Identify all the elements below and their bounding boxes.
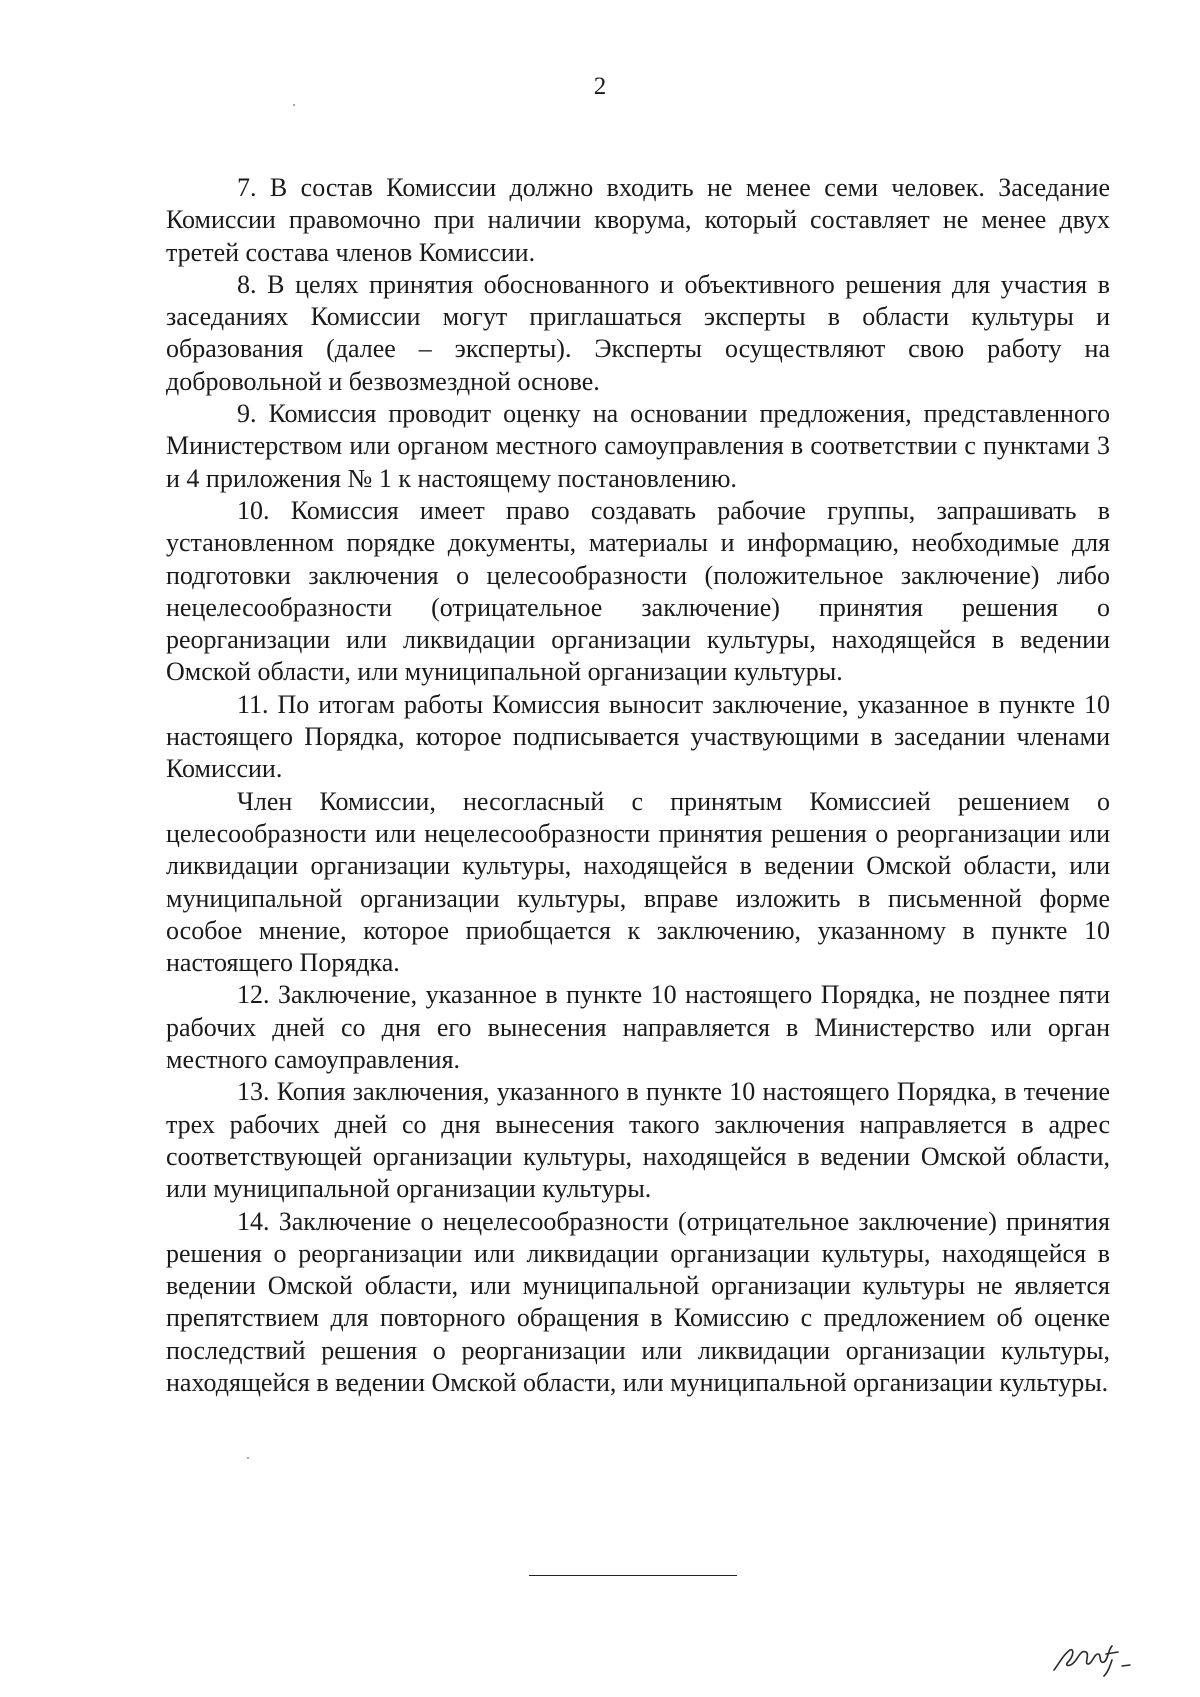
paragraph-11: 11. По итогам работы Комиссия выносит заключение, указанное в пункте 10 настоящего Порядка, которое подписывается участвующими в заседании членами Комиссии. bbox=[166, 689, 1110, 784]
page-number: 2 bbox=[593, 73, 607, 100]
paragraph-7: 7. В состав Комиссии должно входить не менее семи человек. Заседание Комиссии правомочно при наличии кворума, который составляет не менее двух третей состава членов Комиссии. bbox=[166, 173, 1110, 267]
paragraph-13: 13. Копия заключения, указанного в пункте 10 настоящего Порядка, в течение трех рабочих дней со дня вынесения такого заключения направляется в адрес соответствующей организации культуры, находящейся в ведении Омской области, или муниципальной организации культуры. bbox=[166, 1077, 1110, 1204]
paragraph-10: 10. Комиссия имеет право создавать рабочие группы, запрашивать в установленном порядке документы, материалы и информацию, необходимые для подготовки заключения о целесообразности (положительное заключение) либо нецелесообразности (отрицательное заключение) принятия решения о реорганизации или ликвидации организации культуры, находящейся в ведении Омской области, или муниципальной организации культуры. bbox=[166, 495, 1110, 687]
initials-signature bbox=[1050, 1640, 1134, 1680]
end-of-document-rule bbox=[529, 1575, 737, 1576]
document-body bbox=[166, 172, 1110, 1399]
paragraph-11-dissent: Член Комиссии, несогласный с принятым Комиссией решением о целесообразности или нецелесообразности принятия решения о реорганизации или ликвидации организации культуры, находящейся в ведении Омской области, или муниципальной организации культуры, вправе изложить в письменной форме особое мнение, которое приобщается к заключению, указанному в пункте 10 настоящего Порядка. bbox=[166, 786, 1110, 978]
scan-speck bbox=[293, 104, 295, 106]
paragraph-12: 12. Заключение, указанное в пункте 10 настоящего Порядка, не позднее пяти рабочих дней со дня его вынесения направляется в Министерство или орган местного самоуправления. bbox=[166, 980, 1110, 1075]
scan-speck bbox=[247, 1457, 249, 1459]
paragraph-9: 9. Комиссия проводит оценку на основании предложения, представленного Министерством или органом местного самоуправления в соответствии с пунктами 3 и 4 приложения № 1 к настоящему постановлению. bbox=[166, 399, 1110, 493]
paragraph-14: 14. Заключение о нецелесообразности (отрицательное заключение) принятия решения о реорганизации или ликвидации организации культуры, находящейся в ведении Омской области, или муниципальной организации культуры не является препятствием для повторного обращения в Комиссию с предложением об оценке последствий решения о реорганизации или ликвидации организации культуры, находящейся в ведении Омской области, или муниципальной организации культуры. bbox=[166, 1206, 1110, 1397]
paragraph-8: 8. В целях принятия обоснованного и объективного решения для участия в заседаниях Комиссии могут приглашаться эксперты в области культуры и образования (далее – эксперты). Эксперты осуществляют свою работу на добровольной и безвозмездной основе. bbox=[166, 269, 1110, 396]
